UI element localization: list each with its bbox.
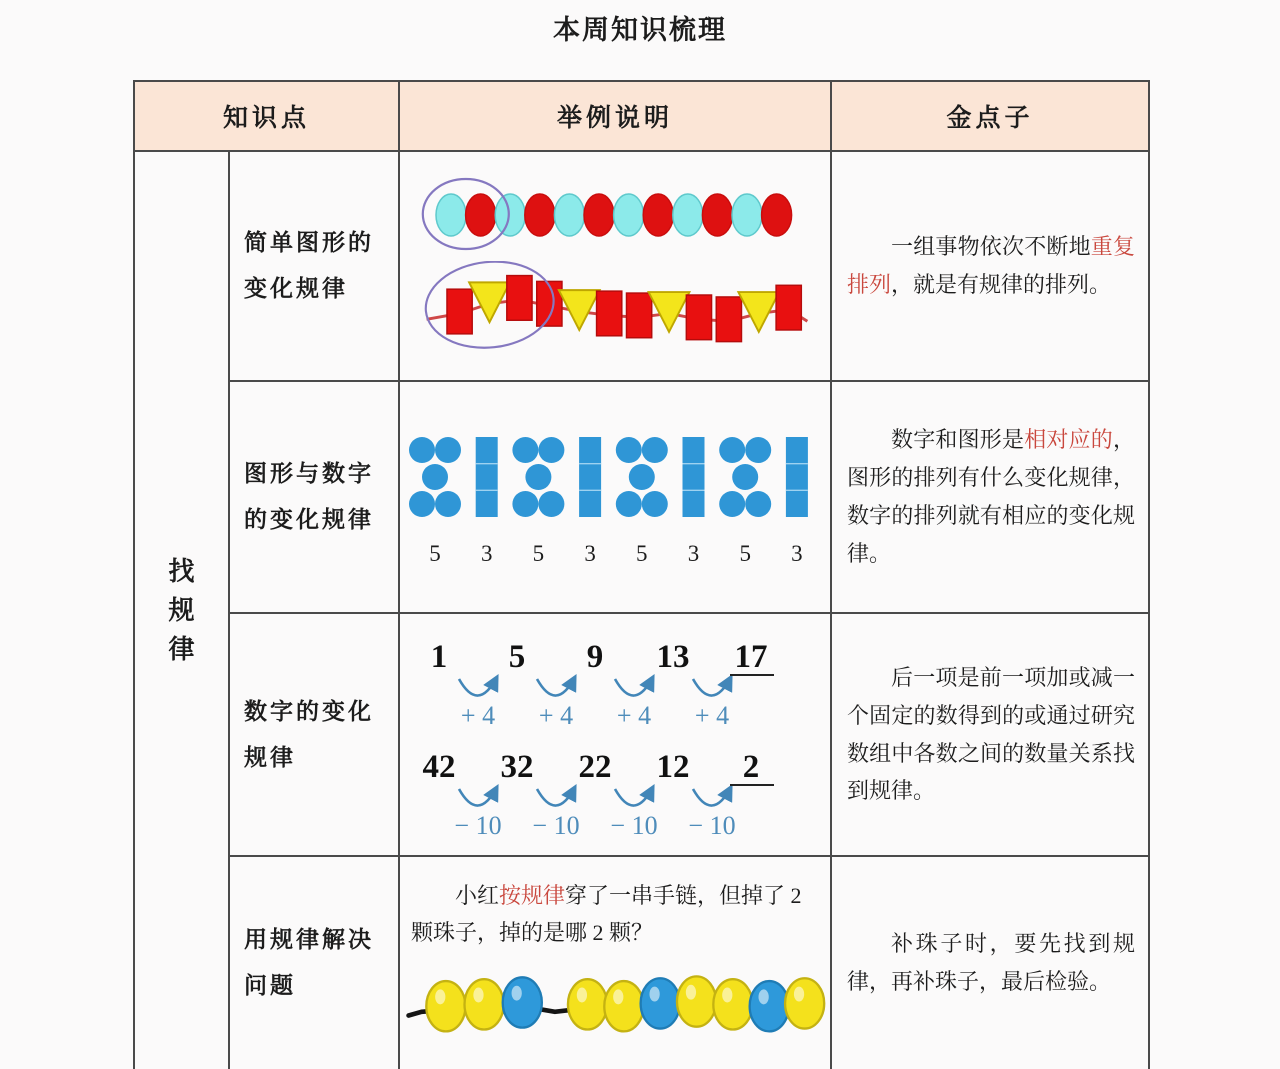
flag-pattern-figure [413, 261, 818, 363]
row-shapes-numbers [134, 381, 1149, 613]
svg-text:2: 2 [742, 748, 760, 785]
svg-text:5: 5 [532, 541, 545, 566]
svg-text:− 10: − 10 [454, 810, 502, 840]
row-simple-shapes [134, 151, 1149, 381]
svg-text:+ 4: + 4 [460, 700, 496, 730]
svg-text:3: 3 [480, 541, 493, 566]
svg-text:12: 12 [656, 748, 690, 785]
header-knowledge-point: 知识点 [134, 81, 399, 151]
tip-simple-shapes [831, 151, 1149, 381]
row-number-pattern [134, 613, 1149, 856]
svg-text:− 10: − 10 [532, 810, 580, 840]
tip-shapes-numbers [831, 381, 1149, 613]
add-sequence-figure [405, 627, 825, 733]
page-title: 本周知识梳理 [553, 15, 727, 45]
svg-text:22: 22 [578, 748, 612, 785]
svg-text:3: 3 [687, 541, 700, 566]
category-vertical-text: 找 规 律 [168, 556, 195, 664]
svg-text:42: 42 [422, 748, 456, 785]
svg-text:32: 32 [500, 748, 534, 785]
svg-text:+ 4: + 4 [694, 700, 730, 730]
topic-simple-shapes: 简单图形的变化规律 [229, 151, 399, 381]
topic-solve-problems: 用规律解决问题 [229, 856, 399, 1069]
subtract-sequence-figure [405, 737, 825, 843]
svg-text:5: 5 [429, 541, 441, 566]
svg-text:3: 3 [791, 541, 803, 566]
svg-text:+ 4: + 4 [616, 700, 652, 730]
svg-text:− 10: − 10 [610, 810, 658, 840]
example-simple-shapes [399, 151, 831, 381]
topic-shapes-numbers: 图形与数字的变化规律 [229, 381, 399, 613]
header-tip: 金点子 [831, 81, 1149, 151]
tip-number-pattern-text: 后一项是前一项加或减一个固定的数得到的或通过研究数组中各数之间的数量关系找到规律。 [847, 664, 1136, 804]
tip-shapes-numbers-text: 数字和图形是相对应的，图形的排列有什么变化规律，数字的排列就有相应的变化规律。 [847, 427, 1136, 566]
svg-text:− 10: − 10 [688, 810, 736, 840]
svg-text:13: 13 [656, 638, 690, 675]
svg-text:5: 5 [739, 541, 751, 566]
svg-text:+ 4: + 4 [538, 700, 574, 730]
svg-text:3: 3 [584, 541, 596, 566]
example-number-pattern [399, 613, 831, 856]
tip-number-pattern [831, 613, 1149, 856]
bead-string-figure [403, 957, 827, 1047]
tip-simple-shapes-text: 一组事物依次不断地重复排列，就是有规律的排列。 [847, 234, 1135, 297]
svg-text:5: 5 [508, 638, 526, 675]
header-row [134, 81, 1149, 151]
svg-text:5: 5 [636, 541, 648, 566]
topic-number-pattern: 数字的变化规律 [229, 613, 399, 856]
bracelet-question-text: 小红按规律穿了一串手链，但掉了 2 颗珠子，掉的是哪 2 颗？ [411, 882, 802, 945]
svg-text:1: 1 [430, 638, 448, 675]
svg-text:9: 9 [586, 638, 604, 675]
tip-solve-problems-text: 补珠子时，要先找到规律，再补珠子，最后检验。 [847, 931, 1136, 994]
svg-text:17: 17 [734, 638, 768, 675]
header-example: 举例说明 [399, 81, 831, 151]
example-solve-problems [399, 856, 831, 1069]
oval-pattern-figure [415, 169, 815, 257]
tip-solve-problems [831, 856, 1149, 1069]
example-shapes-numbers [399, 381, 831, 613]
category-cell [134, 151, 229, 1069]
circles-bars-figure [405, 423, 825, 571]
row-solve-problems [134, 856, 1149, 1069]
knowledge-table [133, 80, 1150, 1069]
